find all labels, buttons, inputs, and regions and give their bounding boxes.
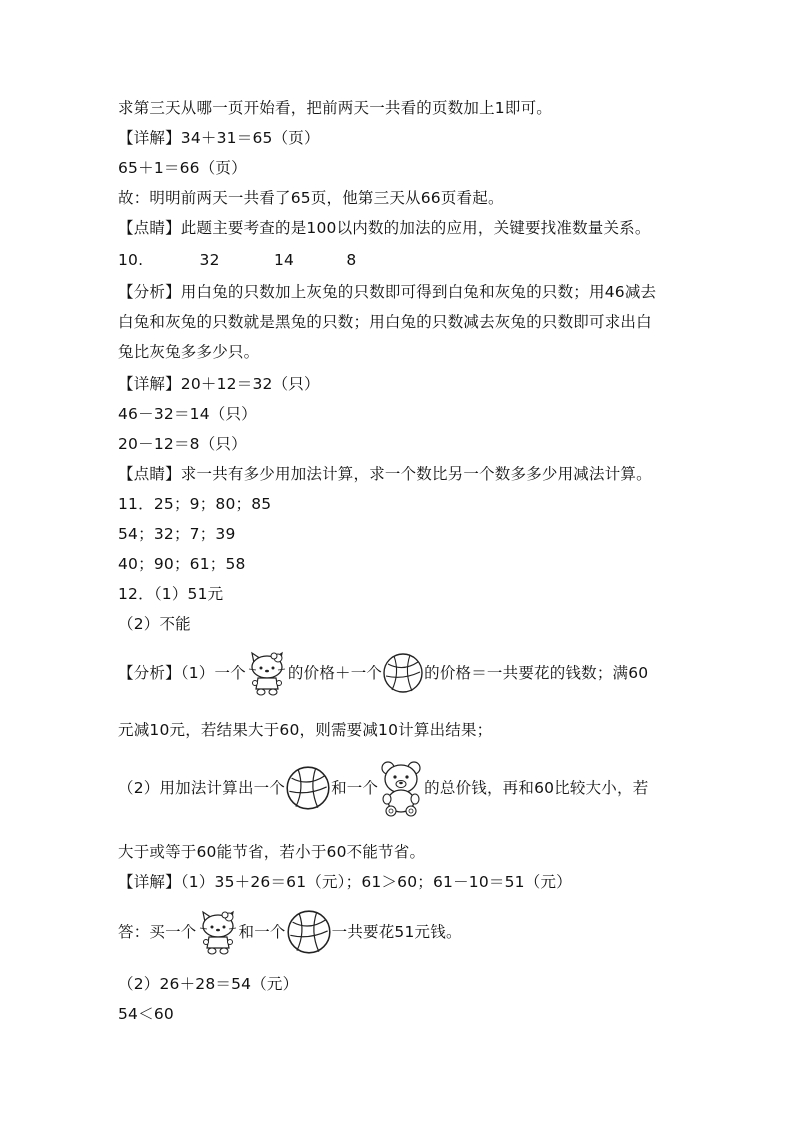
text-segment: 【分析】（1）一个 bbox=[118, 664, 246, 682]
text-line: 【点睛】求一共有多少用加法计算，求一个数比另一个数多多少用减法计算。 bbox=[118, 465, 652, 483]
answer-value: 14 bbox=[273, 251, 295, 269]
text-line: 故：明明前两天一共看了65页，他第三天从66页看起。 bbox=[118, 189, 504, 207]
text-line: 【详解】34＋31＝65（页） bbox=[118, 129, 320, 147]
text-segment: （2）用加法计算出一个 bbox=[118, 779, 286, 797]
text-line: 白兔和灰兔的只数就是黑兔的只数；用白兔的只数减去灰兔的只数即可求出白 bbox=[118, 313, 652, 331]
ball-icon bbox=[382, 652, 424, 694]
text-segment: 的价格＝一共要花的钱数；满60 bbox=[424, 664, 649, 682]
text-line: 【点睛】此题主要考查的是100以内数的加法的应用，关键要找准数量关系。 bbox=[118, 219, 651, 237]
text-line: 【详解】20＋12＝32（只） bbox=[118, 375, 320, 393]
question-10-answers bbox=[118, 250, 356, 270]
text-line: 65＋1＝66（页） bbox=[118, 159, 247, 177]
text-segment: 的价格＋一个 bbox=[287, 664, 383, 682]
analysis-line-pictures bbox=[118, 758, 648, 818]
text-line: （2）26＋28＝54（元） bbox=[118, 975, 299, 993]
text-line: 54；32；7；39 bbox=[118, 525, 236, 543]
question-number: 10. bbox=[118, 251, 144, 269]
analysis-line-pictures bbox=[118, 648, 648, 698]
ball-icon bbox=[285, 765, 331, 811]
text-line: 大于或等于60能节省，若小于60不能节省。 bbox=[118, 843, 426, 861]
text-segment: 一共要花51元钱。 bbox=[331, 923, 462, 941]
text-segment: 和一个 bbox=[238, 923, 286, 941]
text-line: 11．25；9；80；85 bbox=[118, 495, 272, 513]
text-line: （2）不能 bbox=[118, 615, 191, 633]
text-segment: 的总价钱，再和60比较大小，若 bbox=[424, 779, 649, 797]
text-line: 求第三天从哪一页开始看，把前两天一共看的页数加上1即可。 bbox=[118, 99, 552, 117]
text-line: 【详解】（1）35＋26＝61（元）；61＞60；61－10＝51（元） bbox=[118, 873, 572, 891]
ball-icon bbox=[286, 909, 332, 955]
kitty-icon bbox=[197, 908, 239, 956]
text-segment: 和一个 bbox=[331, 779, 379, 797]
text-line: 40；90；61；58 bbox=[118, 555, 246, 573]
kitty-icon bbox=[246, 649, 288, 697]
answer-line-pictures bbox=[118, 906, 462, 958]
text-line: 元减10元，若结果大于60，则需要减10计算出结果； bbox=[118, 721, 493, 739]
text-segment: 答：买一个 bbox=[118, 923, 197, 941]
text-line: 54＜60 bbox=[118, 1005, 174, 1023]
text-line: 46－32＝14（只） bbox=[118, 405, 257, 423]
answer-value: 8 bbox=[346, 251, 357, 269]
text-line: 兔比灰兔多多少只。 bbox=[118, 343, 260, 361]
text-line: 20－12＝8（只） bbox=[118, 435, 247, 453]
text-line: 12．（1）51元 bbox=[118, 585, 224, 603]
text-line: 【分析】用白兔的只数加上灰兔的只数即可得到白兔和灰兔的只数；用46减去 bbox=[118, 283, 657, 301]
answer-value: 32 bbox=[199, 251, 220, 269]
teddy-bear-icon bbox=[378, 759, 424, 817]
